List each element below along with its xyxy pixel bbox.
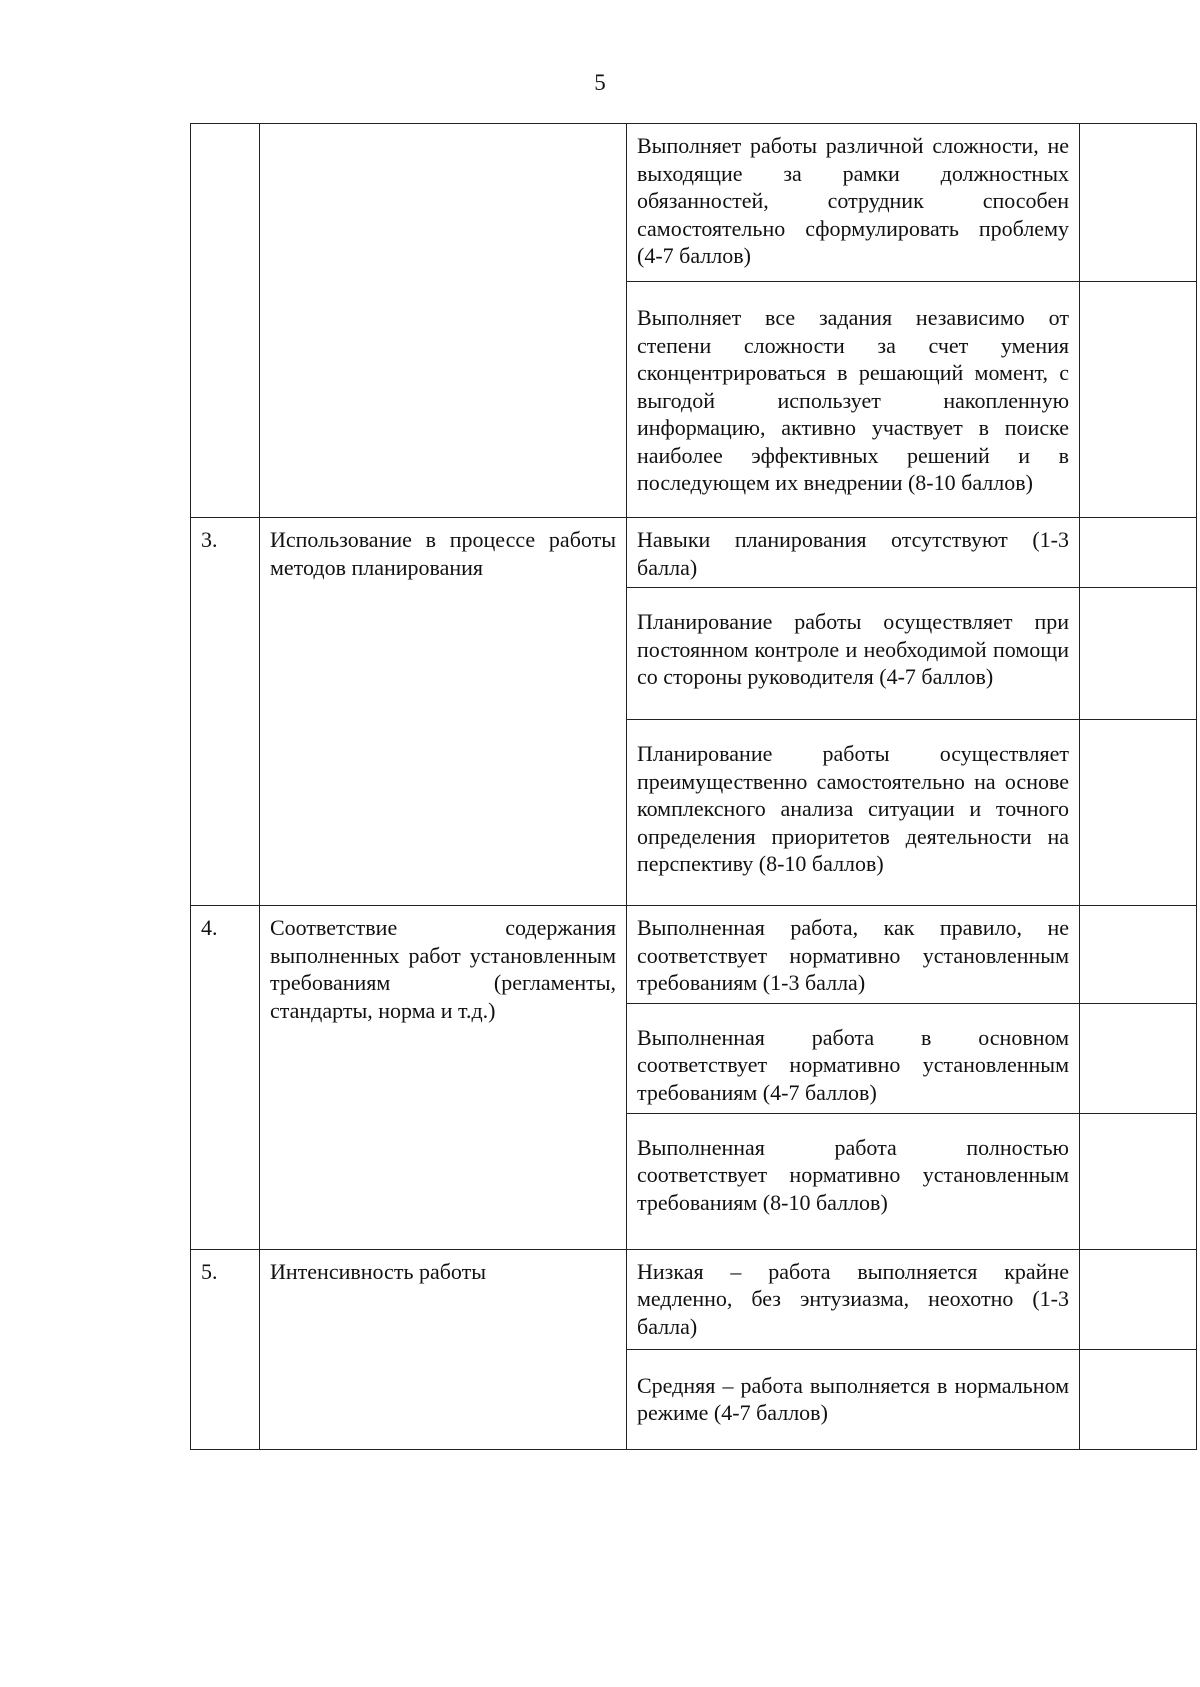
criteria-table (190, 123, 1197, 1450)
score-cell (1080, 1003, 1197, 1113)
option-cell: Средняя – работа выполняется в нормальном режиме (4-7 баллов) (627, 1349, 1080, 1449)
option-cell: Выполняет работы различной сложности, не выходящие за рамки должностных обязанностей, сотрудник способен самостоятельно сформулировать проблему (4-7 баллов) (627, 124, 1080, 282)
table-row (191, 1249, 1197, 1349)
table-row (191, 518, 1197, 588)
criterion-cell (260, 124, 627, 518)
row-number-cell: 4. (191, 906, 260, 1250)
score-cell (1080, 1113, 1197, 1249)
row-number-cell: 3. (191, 518, 260, 906)
option-cell: Выполненная работа полностью соответствует нормативно установленным требованиям (8-10 баллов) (627, 1113, 1080, 1249)
option-cell: Планирование работы осуществляет при постоянном контроле и необходимой помощи со стороны руководителя (4-7 баллов) (627, 588, 1080, 720)
option-cell: Выполненная работа, как правило, не соответствует нормативно установленным требованиям (1-3 балла) (627, 906, 1080, 1004)
option-cell: Планирование работы осуществляет преимущественно самостоятельно на основе комплексного анализа ситуации и точного определения приоритетов деятельности на перспективу (8-10 баллов) (627, 720, 1080, 906)
row-number-cell: 5. (191, 1249, 260, 1449)
option-cell: Низкая – работа выполняется крайне медленно, без энтузиазма, неохотно (1-3 балла) (627, 1249, 1080, 1349)
score-cell (1080, 720, 1197, 906)
table-row (191, 124, 1197, 282)
table-row (191, 906, 1197, 1004)
score-cell (1080, 906, 1197, 1004)
score-cell (1080, 124, 1197, 282)
option-cell: Выполняет все задания независимо от степени сложности за счет умения сконцентрироваться в решающий момент, с выгодой использует накопленную информацию, активно участвует в поиске наиболее эффективных решений и в последующем их внедрении (8-10 баллов) (627, 282, 1080, 518)
criterion-cell: Использование в процессе работы методов планирования (260, 518, 627, 906)
score-cell (1080, 1249, 1197, 1349)
score-cell (1080, 518, 1197, 588)
score-cell (1080, 282, 1197, 518)
row-number-cell (191, 124, 260, 518)
score-cell (1080, 1349, 1197, 1449)
criterion-cell: Соответствие содержания выполненных работ установленным требованиям (регламенты, стандарты, норма и т.д.) (260, 906, 627, 1250)
option-cell: Выполненная работа в основном соответствует нормативно установленным требованиям (4-7 баллов) (627, 1003, 1080, 1113)
score-cell (1080, 588, 1197, 720)
page-number: 5 (594, 70, 606, 95)
criterion-cell: Интенсивность работы (260, 1249, 627, 1449)
option-cell: Навыки планирования отсутствуют (1-3 балла) (627, 518, 1080, 588)
